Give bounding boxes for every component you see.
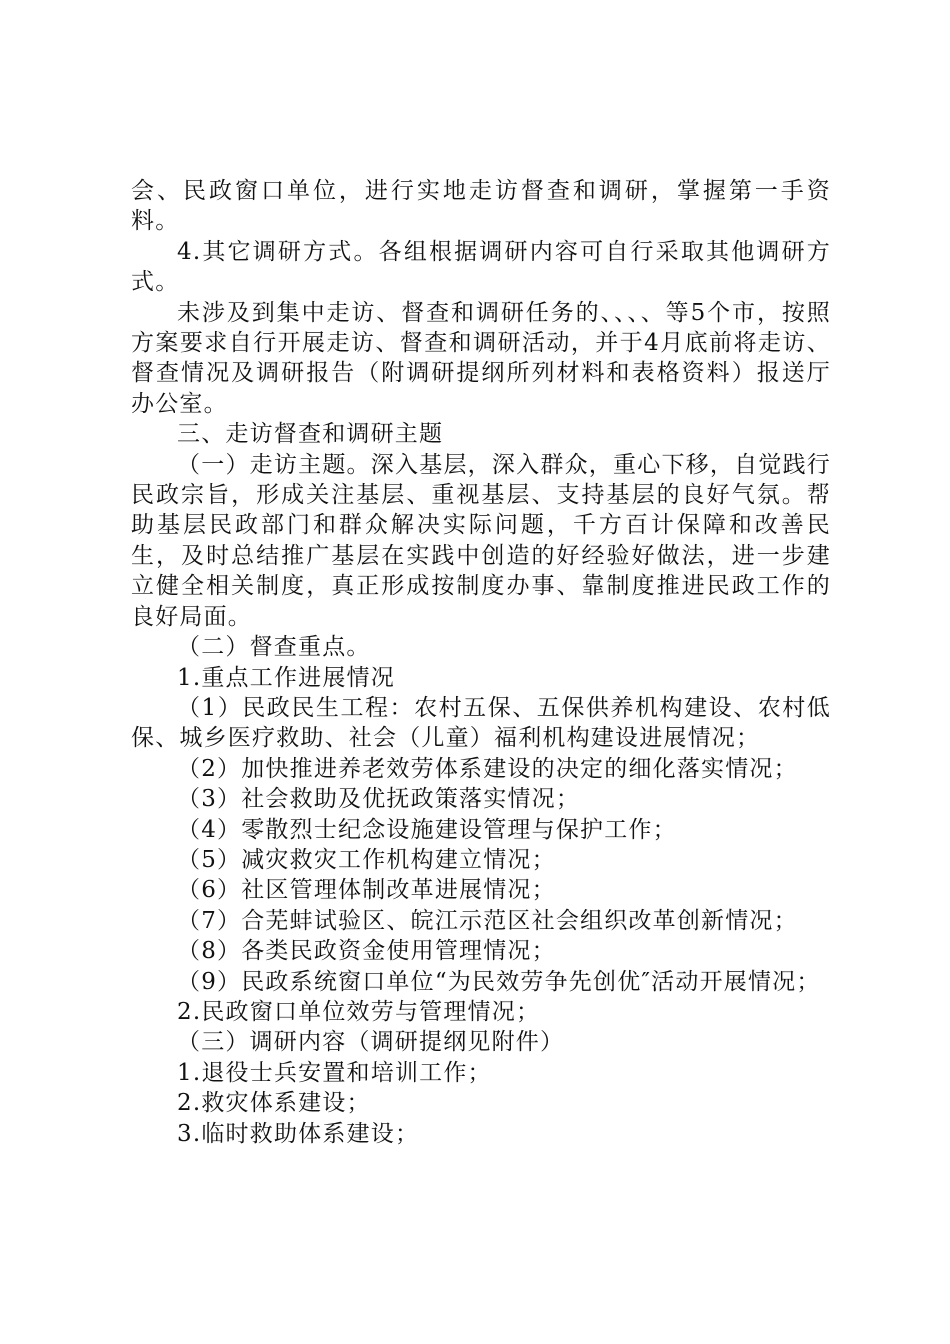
- list-item: （7）合芜蚌试验区、皖江示范区社会组织改革创新情况；: [177, 907, 798, 934]
- list-item: 2.救灾体系建设；: [177, 1090, 371, 1117]
- list-item: （5）减灾救灾工作机构建立情况；: [177, 846, 556, 873]
- list-item: （9）民政系统窗口单位“为民效劳争先创优″活动开展情况；: [177, 968, 821, 995]
- list-item: （2）加快推进养老效劳体系建设的决定的细化落实情况；: [177, 755, 798, 782]
- list-item: （6）社区管理体制改革进展情况；: [177, 877, 556, 904]
- list-item: （1）民政民生工程：农村五保、五保供养机构建设、农村低保、城乡医疗救助、社会（儿童）福利机构建设进展情况；: [131, 694, 831, 752]
- list-item: （4）零散烈士纪念设施建设管理与保护工作；: [177, 816, 677, 843]
- list-item: （3）社会救助及优抚政策落实情况；: [177, 786, 581, 813]
- section-heading-themes: 三、走访督查和调研主题: [177, 421, 444, 448]
- subheading-inspection-focus: （二）督查重点。: [177, 634, 371, 661]
- subheading-research-content: （三）调研内容（调研提纲见附件）: [177, 1029, 565, 1056]
- list-item: 3.临时救助体系建设；: [177, 1120, 420, 1147]
- list-item: 1.重点工作进展情况: [177, 664, 395, 691]
- paragraph-cities: 未涉及到集中走访、督查和调研任务的、、、、等5个市，按照方案要求自行开展走访、督查和调研活动，并于4月底前将走访、督查情况及调研报告（附调研提纲所列材料和表格资料）报送厅办公室。: [131, 299, 831, 417]
- list-item: （8）各类民政资金使用管理情况；: [177, 938, 556, 965]
- document-body: [131, 176, 831, 1149]
- list-item: 1.退役士兵安置和培训工作；: [177, 1059, 492, 1086]
- paragraph-other-methods: 4.其它调研方式。各组根据调研内容可自行采取其他调研方式。: [131, 238, 831, 296]
- paragraph-continuation: 会、民政窗口单位，进行实地走访督查和调研，掌握第一手资料。: [131, 178, 831, 235]
- list-item: 2.民政窗口单位效劳与管理情况；: [177, 998, 541, 1025]
- paragraph-visit-theme: （一）走访主题。深入基层，深入群众，重心下移，自觉践行民政宗旨，形成关注基层、重视基层、支持基层的良好气氛。帮助基层民政部门和群众解决实际问题，千方百计保障和改善民生，及时总结推广基层在实践中创造的好经验好做法，进一步建立健全相关制度，真正形成按制度办事、靠制度推进民政工作的良好局面。: [131, 451, 831, 630]
